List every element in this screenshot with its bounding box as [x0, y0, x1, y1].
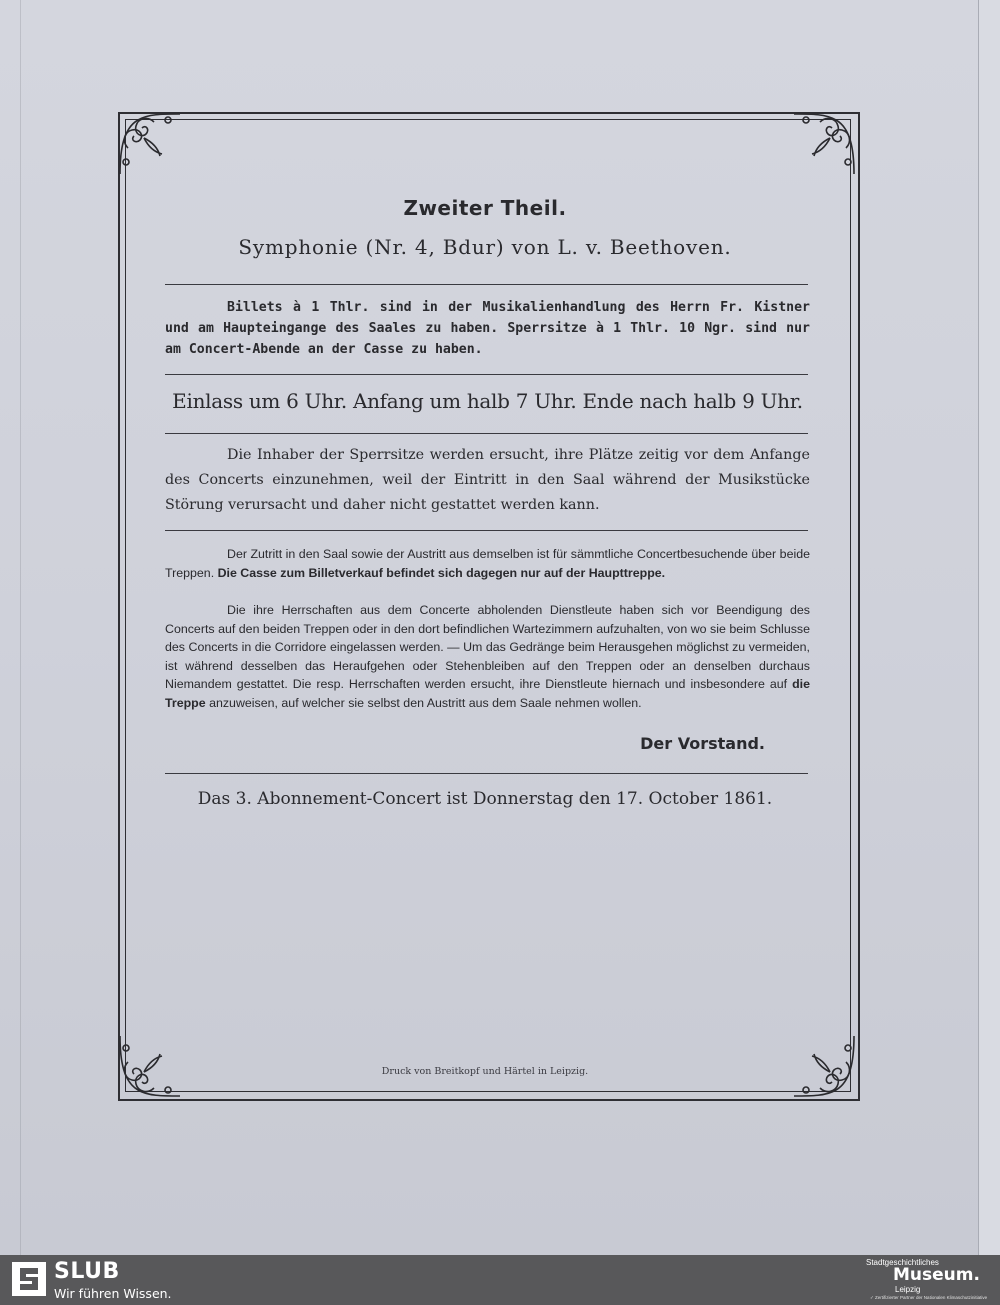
section-heading: Zweiter Theil.	[403, 196, 567, 220]
corner-ornament-icon	[114, 108, 186, 180]
access-notice	[165, 545, 810, 582]
museum-city: Leipzig	[895, 1285, 921, 1294]
divider	[165, 530, 808, 531]
printer-imprint: Druck von Breitkopf und Härtel in Leipzig.	[381, 1066, 589, 1077]
next-concert-notice: Das 3. Abonnement-Concert ist Donnerstag den 17. October 1861.	[197, 789, 773, 809]
page-edge	[978, 0, 1000, 1255]
ticket-info: Billets à 1 Thlr. sind in der Musikalienhandlung des Herrn Fr. Kistner und am Haupteingange des Saales zu haben. Sperrsitze à 1 Thlr. 10 Ngr. sind nur am Concert-Abende an der Casse zu haben.	[165, 300, 810, 357]
museum-name[interactable]: Museum.	[893, 1265, 980, 1285]
museum-top-line: Stadtgeschichtliches	[866, 1258, 939, 1267]
museum-cert-text: Zertifizierter Partner der Nationalen Klimaschutzinitiative	[875, 1295, 988, 1300]
signature: Der Vorstand.	[640, 734, 765, 753]
servants-notice-text-end: anzuweisen, auf welcher sie selbst den Austritt aus dem Saale nehmen wollen.	[205, 695, 642, 710]
servants-notice-emphasis: die Treppe	[165, 677, 810, 710]
servants-notice	[165, 601, 810, 713]
servants-notice-text: Die ihre Herrschaften aus dem Concerte abholenden Dienstleute haben sich vor Beendigung des Concerts auf den beiden Treppen oder in den dort befindlichen Wartezimmern aufzuhalten, von wo sie beim Schlusse des Concerts in die Corridore eingelassen werden. — Um das Gedränge beim Herausgehen möglichst zu vermeiden, ist während desselben das Heraufgehen oder Stehenbleiben auf den Treppen oder an denselben durchaus Niemandem gestattet. Die resp. Herrschaften werden ersucht, ihre Dienstleute hiernach und insbesondere auf	[165, 603, 810, 692]
divider	[165, 433, 808, 434]
library-name[interactable]: SLUB	[54, 1259, 120, 1284]
access-notice-text: Der Zutritt in den Saal sowie der Austritt aus demselben ist für sämmtliche Concertbesuchende über beide Treppen.	[165, 547, 810, 580]
library-tagline: Wir führen Wissen.	[54, 1286, 172, 1301]
program-item: Symphonie (Nr. 4, Bdur) von L. v. Beethoven.	[238, 235, 732, 259]
schedule: Einlass um 6 Uhr. Anfang um halb 7 Uhr. Ende nach halb 9 Uhr.	[172, 389, 803, 413]
museum-cert	[870, 1295, 996, 1301]
access-notice-emphasis: Die Casse zum Billetverkauf befindet sich dagegen nur auf der Haupttreppe.	[217, 565, 666, 580]
fold-line	[20, 0, 21, 1255]
divider	[165, 284, 808, 285]
seat-notice: Die Inhaber der Sperrsitze werden ersucht, ihre Plätze zeitig vor dem Anfange des Concerts einzunehmen, weil der Eintritt in den Saal während der Musikstücke Störung verursacht und daher nicht gestattet werden kann.	[165, 447, 810, 513]
divider	[165, 773, 808, 774]
corner-ornament-icon	[788, 108, 860, 180]
slub-logo-icon[interactable]	[12, 1262, 46, 1296]
divider	[165, 374, 808, 375]
checkmark-icon: ✓	[870, 1295, 874, 1300]
